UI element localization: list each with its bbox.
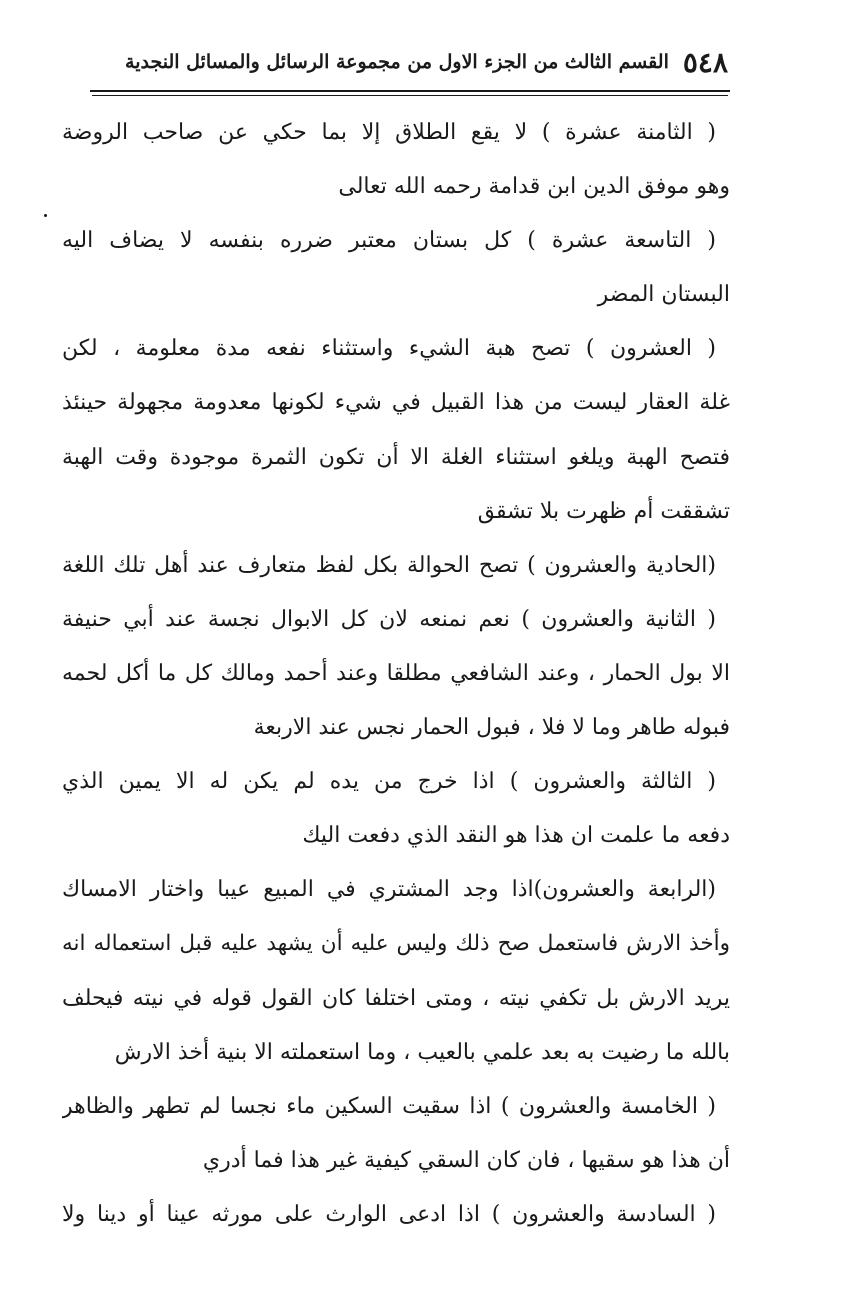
text-line: ( الخامسة والعشرون ) اذا سقيت السكين ماء نجسا لم تطهر والظاهر bbox=[62, 1093, 716, 1119]
text-line: البستان المضر bbox=[597, 282, 730, 308]
text-line: وهو موفق الدين ابن قدامة رحمه الله تعالى bbox=[338, 174, 730, 200]
text-line: يريد الارش بل تكفي نيته ، ومتى اختلفا كان القول قوله في نيته فيحلف bbox=[62, 985, 730, 1011]
body-text bbox=[62, 106, 730, 1242]
header-rule-thin bbox=[92, 95, 728, 96]
text-line: ( العشرون ) تصح هبة الشيء واستثناء نفعه مدة معلومة ، لكن bbox=[62, 336, 716, 362]
text-line: (الرابعة والعشرون)اذا وجد المشتري في المبيع عيبا واختار الامساك bbox=[62, 877, 716, 903]
text-line: ( الثامنة عشرة ) لا يقع الطلاق إلا بما حكي عن صاحب الروضة bbox=[62, 120, 716, 145]
text-line: غلة العقار ليست من هذا القبيل في شيء لكونها معدومة مجهولة حينئذ bbox=[62, 390, 730, 416]
header-rule bbox=[90, 90, 730, 92]
margin-mark bbox=[44, 214, 47, 217]
text-line: دفعه ما علمت ان هذا هو النقد الذي دفعت اليك bbox=[302, 823, 730, 849]
text-line: ( الثالثة والعشرون ) اذا خرج من يده لم يكن له الا يمين الذي bbox=[62, 769, 716, 795]
text-line: وأخذ الارش فاستعمل صح ذلك وليس عليه أن يشهد عليه قبل استعماله انه bbox=[62, 931, 730, 957]
text-line: أن هذا هو سقيها ، فان كان السقي كيفية غير هذا فما أدري bbox=[202, 1147, 730, 1173]
text-line: فتصح الهبة ويلغو استثناء الغلة الا أن تكون الثمرة موجودة وقت الهبة bbox=[62, 444, 730, 470]
text-line: فبوله طاهر وما لا فلا ، فبول الحمار نجس عند الاربعة bbox=[253, 715, 730, 741]
text-line: ( الثانية والعشرون ) نعم نمنعه لان كل الابوال نجسة عند أبي حنيفة bbox=[62, 606, 716, 632]
page-number: ٥٤٨ bbox=[682, 45, 728, 79]
text-line: (الحادية والعشرون ) تصح الحوالة بكل لفظ متعارف عند أهل تلك اللغة bbox=[62, 552, 716, 578]
text-line: ( التاسعة عشرة ) كل بستان معتبر ضرره بنفسه لا يضاف اليه bbox=[62, 228, 716, 254]
running-title: القسم الثالث من الجزء الاول من مجموعة الرسائل والمسائل النجدية bbox=[125, 51, 669, 73]
text-line: تشققت أم ظهرت بلا تشقق bbox=[477, 498, 730, 524]
text-line: بالله ما رضيت به بعد علمي بالعيب ، وما استعملته الا بنية أخذ الارش bbox=[114, 1039, 730, 1065]
text-line: الا بول الحمار ، وعند الشافعي مطلقا وعند أحمد ومالك كل ما أكل لحمه bbox=[62, 660, 730, 686]
text-line: ( السادسة والعشرون ) اذا ادعى الوارث على مورثه عينا أو دينا ولا bbox=[62, 1201, 716, 1227]
page-header bbox=[88, 40, 728, 84]
